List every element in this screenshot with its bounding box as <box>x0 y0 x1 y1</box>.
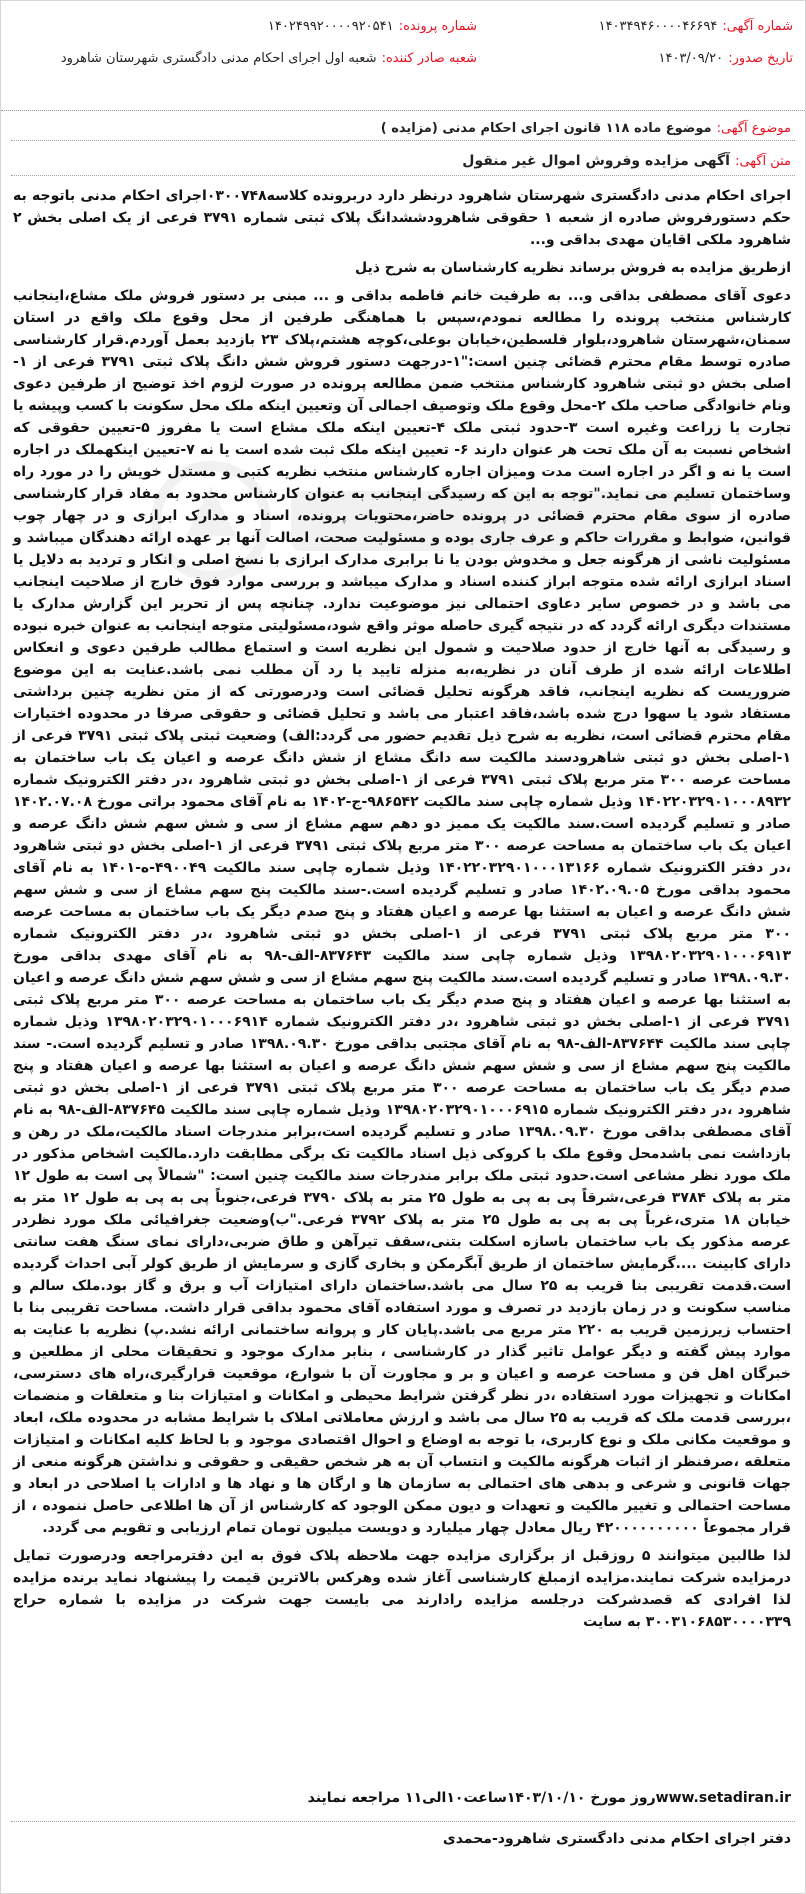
issuing-branch-label: شعبه صادر کننده: <box>381 51 477 66</box>
ad-number-label: شماره آگهی: <box>722 19 793 34</box>
subject-label: موضوع آگهی: <box>716 121 791 136</box>
auction-date-line: www.setadiran.irروز مورخ ۱۴۰۳/۱۰/۱۰ساعت۱۰الی۱۱ مراجعه نمایند <box>307 1790 791 1806</box>
subject-value: موضوع ماده ۱۱۸ قانون اجرای احکام مدنی (مزایده ) <box>380 121 712 136</box>
file-number-label: شماره پرونده: <box>398 19 477 34</box>
issue-date-label: تاریخ صدور: <box>728 51 793 66</box>
issuing-branch-value: شعبه اول اجرای احکام مدنی دادگستری شهرستان شاهرود <box>60 51 377 66</box>
file-number-row <box>268 15 477 34</box>
text-title-row <box>462 150 791 169</box>
body-paragraph-intro: اجرای احکام مدنی دادگستری شهرستان شاهرود درنظر دارد دربرونده کلاسه۰۳۰۰۷۴۸اجرای احکام مدنی باتوجه به حکم دستورفروش صادره از شعبه ۱ حقوقی شاهرودششدانگ پلاک ثبتی شماره ۳۷۹۱ فرعی از یک اصلی بخش ۲ شاهرود ملکی اقایان مهدی بداقی و... <box>13 188 791 248</box>
file-number-value: ۱۴۰۲۴۹۹۲۰۰۰۰۹۲۰۵۴۱ <box>267 19 394 34</box>
body-paragraph-method: ازطریق مزایده به فروش برساند نظریه کارشناسان به شرح ذیل <box>354 260 791 276</box>
issue-date-row <box>658 47 793 66</box>
announcement-header <box>1 1 806 111</box>
ad-number-row <box>599 15 793 34</box>
separator-line <box>11 140 795 141</box>
ad-number-value: ۱۴۰۳۴۹۴۶۰۰۰۰۴۶۶۹۴ <box>598 19 718 34</box>
subject-row <box>381 117 791 136</box>
issuing-branch-row <box>61 47 477 66</box>
text-label: متن آگهی: <box>735 154 791 169</box>
announcement-body <box>13 185 791 1639</box>
separator-line <box>11 175 795 176</box>
body-paragraph-expert-opinion: دعوی آقای مصطفی بداقی و... به طرفیت خانم فاطمه بداقی و ... مبنی بر دستور فروش ملک مشاع،اینجانب کارشناس منتخب پرونده را مطالعه نمودم،سپس با هماهنگی طرفین از محل وقوع ملک واقع در استان سمنان،شهرستان شاهرود،بلوار فلسطین،خیابان بوعلی،کوچه هشتم،پلاک ۲۳ بازدید بعمل آوردم.قرار کارشناسی صادره توسط مقام محترم قضائی چنین است:"۱-درجهت دستور فروش شش دانگ پلاک ثبتی ۳۷۹۱ فرعی از ۱-اصلی بخش دو ثبتی شاهرود کارشناس منتخب ضمن مطالعه پرونده در صورت لزوم اخذ توضیح از طرفین دعوی ونام خانوادگی صاحب ملک ۲-محل وقوع ملک وتوصیف اجمالی آن وتعیین اینکه ملک محل سکونت با کسب وپیشه یا تجارت یا زراعت وغیره است ۳-حدود ثبتی ملک ۴-تعیین اینکه ملک مشاع است یا مفروز ۵-تعیین حقوقی که اشخاص نسبت به آن ملک تحت هر عنوان دارند ۶- تعیین اینکه ملک ثبت شده است یا نه ۷-تعیین اینکهملک در اجاره است یا نه و اگر در اجاره است مدت ومیزان اجاره کارشناس منتخب نظریه کتبی و مستدل خویش را در مورد راه وساختمان تسلیم می نماید."توجه به این که رسیدگی اینجانب به عنوان کارشناس محدود به مفاد قرار کارشناسی صادره از سوی مقام محترم قضائی در پرونده حاضر،محتویات پرونده، اسناد و مدارک ابرازی و در چهار چوب قوانین، ضوابط و مقررات حاکم و عرف جاری بوده و مسئولیت صحت، اصالت آنها بر عهده ارائه دهندگان میباشد و مسئولیت ناشی از هرگونه جعل و مخدوش بودن یا نا برابری مدارک ابرازی با نسخ اصلی و انکار و تردید به دلایل یا اسناد ابرازی ارائه شده متوجه ابراز کننده اسناد و مدارک میباشد و بررسی موارد فوق خارج از صلاحیت اینجانب می باشد و در خصوص سایر دعاوی احتمالی نیز موضوعیت ندارد. چنانچه پس از تحریر این گزارش مدارک یا مستندات دیگری ارائه گردد که در نتیجه گیری حاصله موثر واقع شود،مسئولیتی متوجه اینجانب به عنوان خبره نبوده و رسیدگی به آنها خارج از حدود صلاحیت و شمول این نظریه است و استماع مطالب طرفین دعوی و انعکاس اطلاعات ارائه شده از طرف آنان در نظریه،به منزله تایید یا رد آن مطلب نمی باشد.عنایت به این موضوع ضروریست که نظریه اینجانب، فاقد هرگونه تحلیل قضائی است ودرصورتی که از متن نظریه چنین برداشتی مستفاد شود یا سهوا درج شده باشد،فاقد اعتبار می باشد و تحلیل قضائی و حقوقی صرفا در محدوده اختیارات مقام محترم قضائی است، نظریه به شرح ذیل تقدیم حضور می گردد:الف) وضعیت ثبتی پلاک ثبتی ۳۷۹۱ فرعی از ۱-اصلی بخش دو ثبتی شاهرودسند مالکیت سه دانگ مشاع از شش دانگ عرصه و اعیان یک باب ساختمان به مساحت عرصه ۳۰۰ متر مربع پلاک ثبتی ۳۷۹۱ فرعی از ۱-اصلی بخش دو ثبتی شاهرود ،در دفتر الکترونیک شماره ۱۴۰۲۲۰۳۲۹۰۱۰۰۰۸۹۳۲ وذیل شماره چاپی سند مالکیت ۹۸۶۵۴۲-ج-۱۴۰۲ به نام آقای محمود براتی مورخ ۱۴۰۲.۰۷.۰۸ صادر و تسلیم گردیده است.سند مالکیت یک ممیز دو دهم سهم مشاع از سی و شش سهم شش دانگ عرصه و اعیان یک باب ساختمان به مساحت عرصه ۳۰۰ متر مربع پلاک ثبتی ۳۷۹۱ فرعی از ۱-اصلی بخش دو ثبتی شاهرود ،در دفتر الکترونیک شماره ۱۴۰۲۲۰۳۲۹۰۱۰۰۰۱۳۱۶۶ وذیل شماره چاپی سند مالکیت ۴۹۰۰۴۹-ه-۱۴۰۱ به نام آقای محمود بداقی مورخ ۱۴۰۲.۰۹.۰۵ صادر و تسلیم گردیده است.-سند مالکیت پنج سهم مشاع از سی و شش سهم شش دانگ عرصه و اعیان به استثنا بها عرصه و اعیان هفتاد و پنج صدم دیگر یک باب ساختمان به مساحت عرصه ۳۰۰ متر مربع پلاک ثبتی ۳۷۹۱ فرعی از ۱-اصلی بخش دو ثبتی شاهرود ،در دفتر الکترونیک شماره ۱۳۹۸۰۲۰۳۲۹۰۱۰۰۰۶۹۱۳ وذیل شماره چاپی سند مالکیت ۸۳۷۶۴۳-الف-۹۸ به نام آقای مهدی بداقی مورخ ۱۳۹۸.۰۹.۳۰ صادر و تسلیم گردیده است.سند مالکیت پنج سهم مشاع از سی و شش سهم شش دانگ عرصه و اعیان به استثنا بها عرصه و اعیان هفتاد و پنج صدم دیگر یک باب ساختمان به مساحت عرصه ۳۰۰ متر مربع پلاک ثبتی ۳۷۹۱ فرعی از ۱-اصلی بخش دو ثبتی شاهرود ،در دفتر الکترونیک شماره ۱۳۹۸۰۲۰۳۲۹۰۱۰۰۰۶۹۱۴ وذیل شماره چاپی سند مالکیت ۸۳۷۶۴۴-الف-۹۸ به نام آقای مجتبی بداقی مورخ ۱۳۹۸.۰۹.۳۰ صادر و تسلیم گردیده است.- سند مالکیت پنج سهم مشاع از سی و شش سهم شش دانگ عرصه و اعیان به استثنا بها عرصه و اعیان هفتاد و پنج صدم دیگر یک باب ساختمان به مساحت عرصه ۳۰۰ متر مربع پلاک ثبتی ۳۷۹۱ فرعی از ۱-اصلی بخش دو ثبتی شاهرود ،در دفتر الکترونیک شماره ۱۳۹۸۰۲۰۳۲۹۰۱۰۰۰۶۹۱۵ وذیل شماره چاپی سند مالکیت ۸۳۷۶۴۵-الف-۹۸ به نام آقای مصطفی بداقی مورخ ۱۳۹۸.۰۹.۳۰ صادر و تسلیم گردیده است،برابر مندرجات اسناد مالکیت،ملک در رهن و بازداشت نمی باشدمحل وقوع ملک با کروکی ذیل اسناد مالکیت تک برگی مطابقت دارد.مالکیت اشخاص مذکور در ملک مورد نظر مشاعی است.حدود ثبتی ملک برابر مندرجات سند مالکیت چنین است: "شمالاً پی است به طول ۱۲ متر به پلاک ۳۷۸۴ فرعی،شرقاً پی به پی به طول ۲۵ متر به پلاک ۳۷۹۰ فرعی،جنوباً پی به پی به طول ۱۲ متر به خیابان ۱۸ متری،غرباً پی به پی به طول ۲۵ متر به پلاک ۳۷۹۲ فرعی."ب)وضعیت جغرافیائی ملک مورد نظردر عرصه مذکور یک باب ساختمان باسازه اسکلت بتنی،سقف تیرآهن و طاق ضربی،دارای نمای سنگ هفت سانتی دارای کابینت ....گرمایش ساختمان از طریق آبگرمکن و بخاری گازی و سرمایش از طریق کولر آبی احداث گردیده است.قدمت تقریبی بنا قریب به ۲۵ سال می باشد.ساختمان دارای امتیازات آب و برق و گاز بود.ملک سالم و مناسب سکونت و در زمان بازدید در تصرف و مورد استفاده آقای محمود بداقی قرار داشت. مساحت تقریبی بنا با احتساب زیرزمین قریب به ۲۲۰ متر مربع می باشد.پایان کار و پروانه ساختمانی ارائه نشد.پ) نظریه با عنایت به موارد پیش گفته و دیگر عوامل تاثیر گذار در کارشناسی ، بنابر مدارک موجود و تحقیقات محلی از مطلعین و خبرگان اهل فن و مساحت عرصه و اعیان و بر و مجاورت آن با شوارع، موقعیت قرارگیری،راه های دسترسی، امکانات و تجهیزات مورد استفاده ،در نظر گرفتن شرایط محیطی و امکانات و امتیازات بنا و متعلقات و منضمات ،بررسی قدمت ملک که قریب به ۲۵ سال می باشد و ارزش معاملاتی املاک با شرایط مشابه در محدوده ملک، ابعاد و موقعیت مکانی ملک و نوع کاربری، با توجه به اوضاع و احوال اقتصادی موجود و با لحاظ کلیه امکانات و امتیازات متعلقه ،صرفنظر از اثبات هرگونه مالکیت و انتساب آن به هر شخص حقیقی و حقوقی و نداشتن هرگونه منعی از جهات قانونی و شرعی و بدهی های احتمالی به سازمان ها و ارگان ها و نهاد ها و ادارات یا اصلاحی در ابعاد و مساحت احتمالی و تغییر مالکیت و تعهدات و دیون ممکن الوجود که کارشناس از آن ها اطلاعی حاصل ننموده ، از قرار مجموعاً ۴۲۰۰۰۰۰۰۰۰۰۰ ریال معادل چهار میلیارد و دویست میلیون تومان تمام ارزیابی و تقویم می گردد. <box>13 288 792 1536</box>
separator-line <box>11 1821 795 1822</box>
issue-date-value: ۱۴۰۳/۰۹/۲۰ <box>658 51 724 66</box>
signature-line: دفتر اجرای احکام مدنی دادگستری شاهرود-محمدی <box>442 1831 791 1847</box>
text-title: آگهی مزایده وفروش اموال غیر منقول <box>462 153 730 169</box>
body-paragraph-participation: لذا طالبین میتوانند ۵ روزقبل از برگزاری مزایده جهت ملاحظه پلاک فوق به این دفترمراجعه ودرصورت تمایل درمزایده شرکت نمایند.مزایده ازمبلغ کارشناسی آغاز شده وهرکس بالاترین قیمت را پیشنهاد نماید برنده مزایده لذا افرادی که قصدشرکت درجلسه مزایده رادارند می بایست جهت شرکت در مزایده با شماره حراج ۳۰۰۳۱۰۶۸۵۳۰۰۰۰۳۳۹ به سایت <box>13 1548 791 1630</box>
